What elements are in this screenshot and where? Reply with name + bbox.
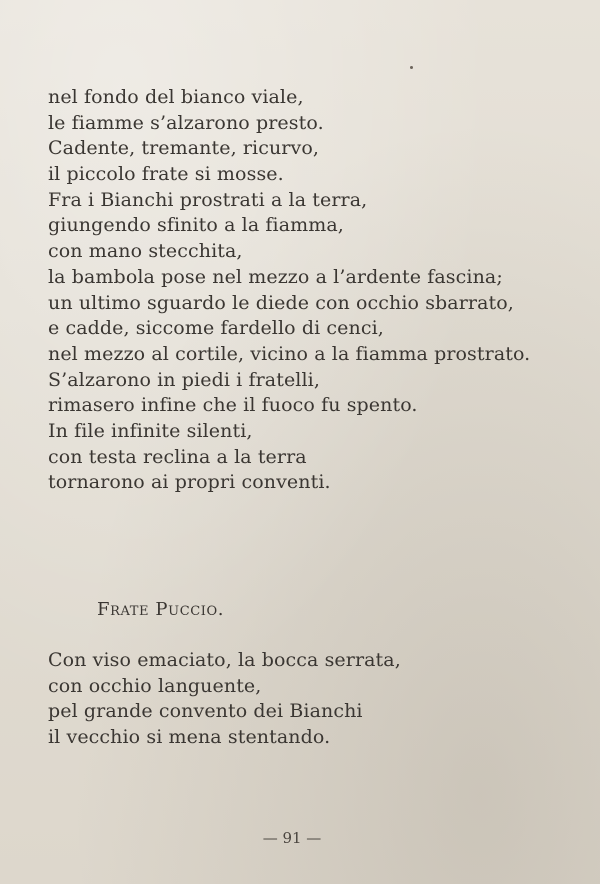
poem-stanza-2 xyxy=(48,648,401,751)
poem-stanza-1 xyxy=(48,85,530,496)
page-number: — 91 — xyxy=(262,829,322,847)
verse-line: S’alzarono in piedi i fratelli, xyxy=(48,368,320,391)
verse-line: nel mezzo al cortile, vicino a la fiamma prostrato. xyxy=(48,342,531,365)
verse-line: Cadente, tremante, ricurvo, xyxy=(48,137,320,160)
verse-line: la bambola pose nel mezzo a l’ardente fascina; xyxy=(48,265,503,288)
paper-speck xyxy=(410,66,413,69)
verse-line: rimasero infine che il fuoco fu spento. xyxy=(48,394,418,417)
verse-line: e cadde, siccome fardello di cenci, xyxy=(48,317,384,340)
verse-line: il piccolo frate si mosse. xyxy=(48,163,284,186)
verse-line: il vecchio si mena stentando. xyxy=(48,726,331,749)
section-title: Frate Puccio. xyxy=(97,599,225,620)
verse-line: giungendo sfinito a la fiamma, xyxy=(48,214,344,237)
verse-line: pel grande convento dei Bianchi xyxy=(48,700,363,723)
verse-line: In file infinite silenti, xyxy=(48,419,253,442)
verse-line: con mano stecchita, xyxy=(48,240,243,263)
verse-line: con occhio languente, xyxy=(48,674,262,697)
verse-line: nel fondo del bianco viale, xyxy=(48,86,304,108)
verse-line: le fiamme s’alzarono presto. xyxy=(48,111,324,134)
verse-line: un ultimo sguardo le diede con occhio sbarrato, xyxy=(48,291,514,314)
verse-line: con testa reclina a la terra xyxy=(48,445,307,468)
verse-line: Fra i Bianchi prostrati a la terra, xyxy=(48,188,368,211)
verse-line: tornarono ai propri conventi. xyxy=(48,471,331,494)
verse-line: Con viso emaciato, la bocca serrata, xyxy=(48,649,401,671)
